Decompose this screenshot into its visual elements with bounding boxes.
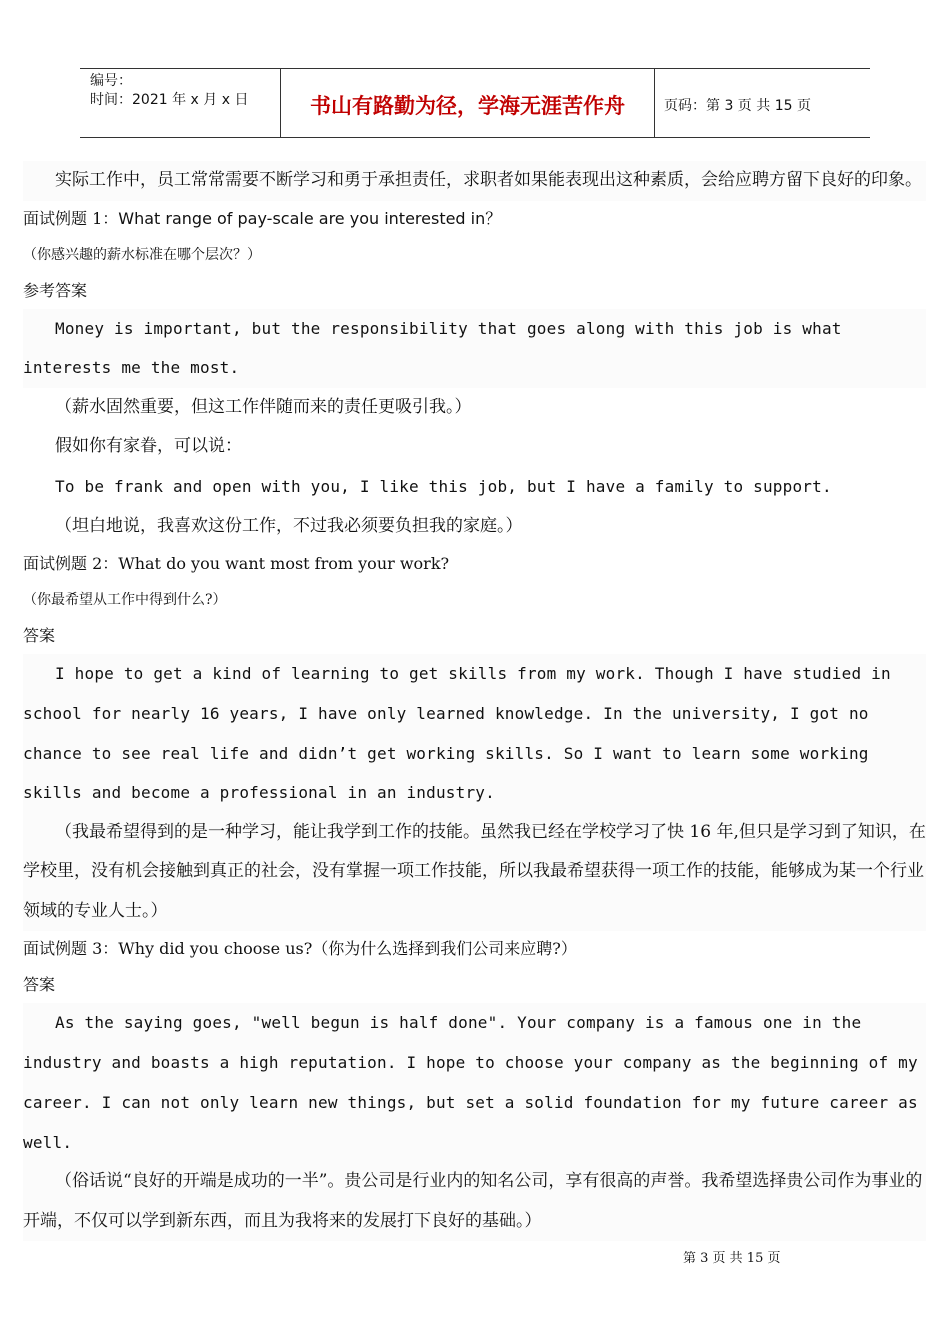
question-3-answer-en: As the saying goes, "well begun is half done". Your company is a famous one in the industry and boasts a high reputation. I hope to choose your company as the beginning of my career. I can not only learn new things, but set a solid foundation for my future career as well. <box>23 1003 926 1162</box>
question-1-family-zh: （坦白地说，我喜欢这份工作，不过我必须要负担我的家庭。） <box>55 515 523 536</box>
document-body <box>23 161 926 1241</box>
header-time-label: 时间：2021 年 x 月 x 日 <box>90 92 249 108</box>
question-1-title <box>23 201 926 237</box>
question-3-answer-label: 答案 <box>23 975 56 995</box>
page-header <box>80 68 870 138</box>
intro-paragraph: 实际工作中，员工常常需要不断学习和勇于承担责任，求职者如果能表现出这种素质，会给应聘方留下良好的印象。 <box>23 161 926 201</box>
question-2-title: 面试例题 2：What do you want most from your work? <box>23 554 450 574</box>
question-1-answer-label: 参考答案 <box>23 280 88 300</box>
question-3-answer-zh: （俗话说“良好的开端是成功的一半”。贵公司是行业内的知名公司，享有很高的声誉。我希望选择贵公司作为事业的开端，不仅可以学到新东西，而且为我将来的发展打下良好的基础。） <box>23 1162 926 1241</box>
header-meta <box>80 69 281 137</box>
question-2-translation: （你最希望从工作中得到什么?） <box>23 592 227 609</box>
page-footer: 第 3 页 共 15 页 <box>683 1251 781 1266</box>
question-2-answer-label: 答案 <box>23 626 56 646</box>
header-motto: 书山有路勤为径，学海无涯苦作舟 <box>281 69 655 137</box>
header-page-info: 页码：第 3 页 共 15 页 <box>664 98 811 114</box>
question-3-title: 面试例题 3：Why did you choose us?（你为什么选择到我们公司来应聘?） <box>23 939 577 959</box>
question-1-title-zh: 面试例题 1： <box>23 208 119 228</box>
question-1-answer-zh: （薪水固然重要，但这工作伴随而来的责任更吸引我。） <box>55 396 472 417</box>
question-2-answer-zh: （我最希望得到的是一种学习，能让我学到工作的技能。虽然我已经在学校学习了快 16 年,但只是学习到了知识，在学校里，没有机会接触到真正的社会，没有掌握一项工作技能，所以我最希望获得一项工作的技能，能够成为某一个行业领域的专业人士。） <box>23 813 926 932</box>
question-1-answer-en: Money is important, but the responsibility that goes along with this job is what interests me the most. <box>23 309 926 388</box>
question-1-translation: （你感兴趣的薪水标准在哪个层次？） <box>23 246 261 263</box>
question-1-family-en: To be frank and open with you, I like this job, but I have a family to support. <box>55 476 832 496</box>
question-1-family-intro: 假如你有家眷，可以说： <box>55 436 242 457</box>
question-1-title-en: What range of pay-scale are you interested in？ <box>118 208 502 228</box>
question-2-answer-en: I hope to get a kind of learning to get skills from my work. Though I have studied in school for nearly 16 years, I have only learned knowledge. In the university, I got no chance to see real life and didn’t get working skills. So I want to learn some working skills and become a professional in an industry. <box>23 654 926 813</box>
header-number-label: 编号： <box>90 73 132 89</box>
